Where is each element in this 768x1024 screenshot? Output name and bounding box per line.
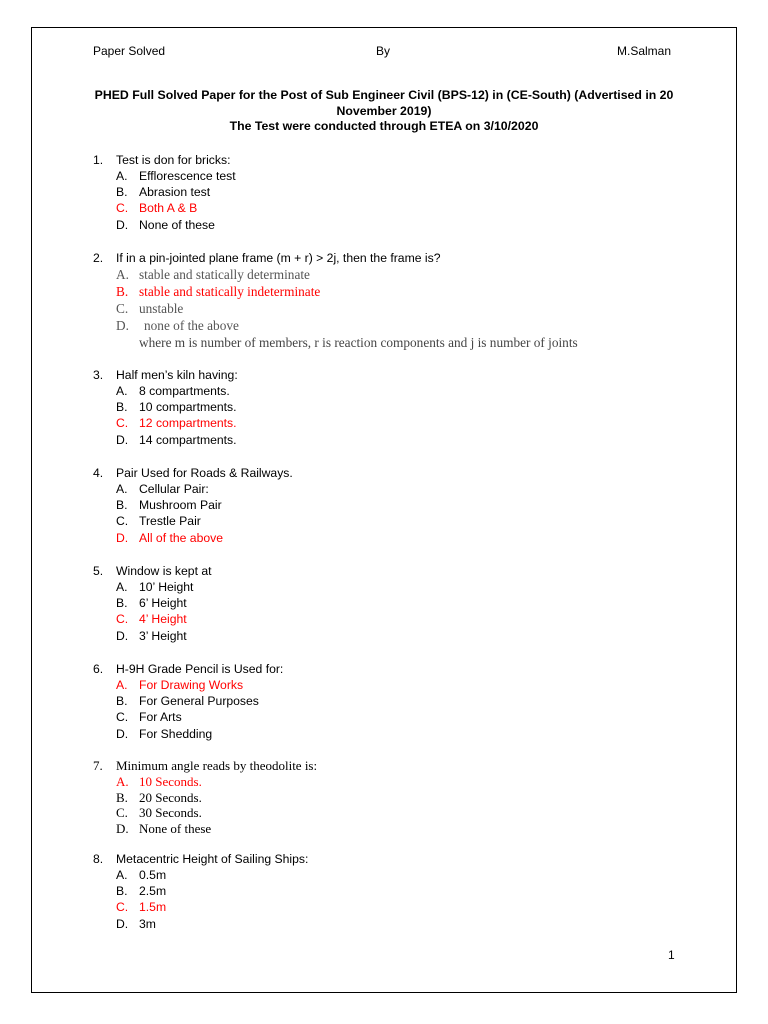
option-b: B. 20 Seconds. [116,789,202,805]
option-b: B. 6’ Height [116,596,187,611]
option-b: B. Abrasion test [116,185,211,200]
document-title [80,88,688,135]
option-b: B. 2.5m [116,884,167,899]
option-a-answer: A. For Drawing Works [116,678,244,692]
option-a: A. 10’ Height [116,580,194,594]
option-d: D. 3m [116,916,156,931]
option-a: A. Efflorescence test [116,169,236,183]
option-d: D. 14 compartments. [116,432,237,447]
option-c-answer: C. 12 compartments. [116,416,237,431]
question-text: If in a pin-jointed plane frame (m + r) > 2j, then the frame is? [116,251,441,265]
question-number: 2. [93,251,104,265]
question-number: 1. [93,153,104,167]
title-line-2: November 2019) [336,103,432,118]
question-number: 5. [93,564,104,578]
option-d: D. None of these [116,820,212,836]
question-number: 8. [93,852,104,866]
option-c-answer: C. Both A & B [116,201,198,216]
title-line-3: The Test were conducted through ETEA on 3/10/2020 [229,119,539,133]
question-note: where m is number of members, r is reaction components and j is number of joints [139,335,578,350]
question-number: 4. [93,466,104,480]
question-5 [93,563,693,644]
option-c: C. 30 Seconds. [116,805,202,820]
option-d: D. none of the above [116,318,239,333]
page-number: 1 [668,948,675,962]
header-left: Paper Solved [93,44,166,58]
option-c: C. Trestle Pair [116,514,201,529]
option-c-answer: C. 4’ Height [116,612,187,627]
question-3 [93,367,693,448]
question-7 [93,758,693,836]
question-number: 3. [93,368,104,382]
option-d: D. None of these [116,217,215,232]
option-d-answer: D. All of the above [116,530,224,545]
option-b: B. For General Purposes [116,694,259,709]
question-number: 7. [93,758,103,773]
header-center: By [376,44,391,58]
question-number: 6. [93,662,104,676]
option-c: C. unstable [116,301,184,316]
option-b: B. 10 compartments. [116,400,237,415]
option-b: B. Mushroom Pair [116,498,222,513]
option-b-answer: B. stable and statically indeterminate [116,284,321,299]
question-text: Window is kept at [116,564,212,578]
option-d: D. 3’ Height [116,628,187,643]
question-6 [93,661,693,742]
question-2 [93,250,693,351]
question-text: Pair Used for Roads & Railways. [116,466,293,480]
question-text: Minimum angle reads by theodolite is: [116,758,318,773]
title-line-1: PHED Full Solved Paper for the Post of Sub Engineer Civil (BPS-12) in (CE-South) (Advertised in 20 [94,88,674,102]
header-author: M.Salman [617,44,672,58]
option-a: A. 0.5m [116,868,167,882]
option-a-answer: A. 10 Seconds. [116,774,202,789]
option-c: C. For Arts [116,710,182,725]
option-d: D. For Shedding [116,726,213,741]
question-text: Half men’s kiln having: [116,368,238,382]
question-4 [93,465,693,546]
question-8 [93,851,693,932]
question-text: Test is don for bricks: [116,153,231,167]
option-a: A. Cellular Pair: [116,482,209,496]
option-a: A. 8 compartments. [116,384,230,398]
option-a: A. stable and statically determinate [116,267,310,282]
question-1 [93,152,693,233]
question-text: H-9H Grade Pencil is Used for: [116,662,284,676]
question-text: Metacentric Height of Sailing Ships: [116,852,309,866]
option-c-answer: C. 1.5m [116,900,167,915]
